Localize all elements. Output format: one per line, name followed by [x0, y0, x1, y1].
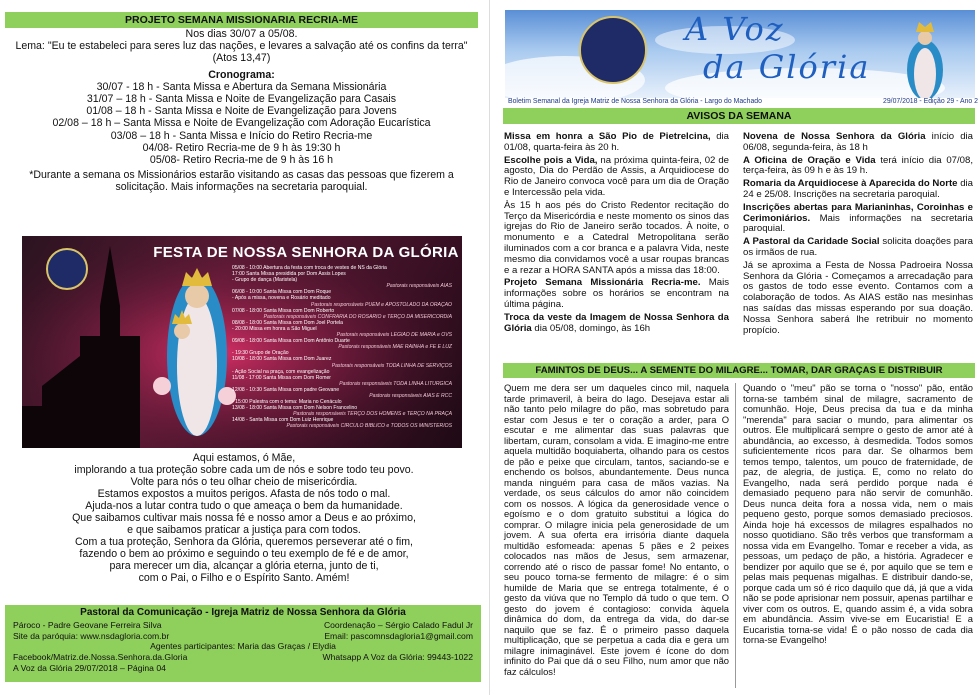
pastoral-row-1	[13, 620, 473, 631]
schedule-item: 02/08 – 18 h – Santa Missa e Noite de Evangelização com Adoração Eucarística	[52, 117, 431, 130]
program-item: 11/08 - 17:00 Santa Missa com Dom Romer	[232, 374, 331, 381]
prayer-line: fazendo o bem ao próximo e seguindo o teu exemplo de fé e de amor,	[79, 548, 409, 560]
aviso-title: Inscrições abertas para Marianinhas, Coroinhas e Cerimoniários.	[743, 201, 973, 224]
program-item: 08/08 - 18:00 Santa Missa com Dom Joel Portela	[232, 319, 343, 326]
pastoral-agents: Agentes participantes: Maria das Graças / Elydia	[150, 641, 336, 652]
famintos-left-column: Quem me dera ser um daqueles cinco mil, naquela tarde primaveril, à beira do lago. Desejava estar ali não tanto pelo milagre do pão, mas sobretudo para estar com Jesus e ter o coração a arder, para O escutar e me alimentar das suas palavras que libertam, curam, consolam a vida. E imagino-me entre aquela multidão boquiaberta, olhando para os cestos de pão e peixe que circulam, tantos, saciando-se e enchendo os bolsos, abundantemente. Deus nunca manda ninguém para casa de mãos vazias. Na verdade, os seus cálculos do amor não coincidem com os nossos. A lógica da generosidade vence o egoísmo e o dom gratuito substitui a lógica do comprar. O milagre inicia pela generosidade de um jovem. A sua oferta era irrisória diante daquela multidão esfomeada: apenas 5 pães e 2 peixes colocados nas mãos de Jesus, sem armazenar, correndo até o risco de passar fome! No entanto, o seu pouco torna-se fermento de milagre: é o sim humilde de Maria que se entrega totalmente, é o gesto da viúva que no Templo dá tudo o que tem. O gesto do jovem é contagioso: convida àquela dinâmica do dom, da entrega da vida, do dar-se naquilo que se faz. É o primeiro passo daquela multiplicação, que se perpetua a cada dia e gera um milagre inimaginável. Este jovem é ícone do dom infinito do Pai que dá o seu Filho, num amor que não faz cálculos!	[504, 382, 729, 677]
prayer-line: Estamos expostos a muitos perigos. Afasta de nós todo o mal.	[97, 488, 391, 500]
prayer-line: e que saibamos praticar a justiça para com todos.	[127, 524, 361, 536]
aviso-item	[743, 156, 973, 178]
pastoral-box	[5, 605, 481, 682]
avisos-left-column	[504, 132, 729, 336]
cronograma-title: Cronograma:	[208, 68, 275, 81]
aviso-item	[743, 132, 973, 154]
projeto-dates: Nos dias 30/07 a 05/08.	[185, 28, 298, 40]
program-responsible: Pastorais responsáveis CÍRCULO BÍBLICO e TODOS OS MINISTÉRIOS	[286, 423, 452, 430]
statue-icon	[907, 22, 943, 98]
aviso-title: Missa em honra a São Pio de Pietrelcina,	[504, 131, 711, 142]
column-divider	[735, 383, 736, 688]
page-footer: A Voz da Glória 29/07/2018 – Página 04	[13, 662, 166, 673]
schedule-item: 03/08 – 18 h - Santa Missa e Início do Retiro Recria-me	[110, 129, 373, 142]
prayer-line: Volte para nós o teu olhar cheio de misericórdia.	[130, 476, 358, 488]
aviso-text: Mais informações sobre os horários se encontram na última página.	[504, 277, 730, 310]
avisos-right-column	[743, 132, 973, 338]
program-item: - Após a missa, novena e Rosário meditado	[232, 295, 331, 302]
aviso-text: dia 24 e 25/08. Inscrições na secretaria paroquial.	[743, 178, 974, 200]
email-link[interactable]: Email: pascomnsdagloria1@gmail.com	[324, 630, 473, 641]
program-item: - 19:30 Grupo de Oração	[232, 350, 289, 357]
prayer-line: implorando a tua proteção sobre cada um de nós e sobre todo teu povo.	[74, 464, 414, 476]
aviso-item	[743, 237, 973, 259]
famintos-right-column: Quando o "meu" pão se torna o "nosso" pão, então torna-se também sinal de milagre, sacramento de comunhão. Hoje, Deus precisa da tua e da minha "merenda" para saciar o mundo, para alimentar os outros. Ele multiplicará sempre o gesto de amor até à abundância, ao excesso, à desmedida. Todos somos suficientemente ricos para dar. Se olharmos bem temos tempo, talentos, um pouco de fraternidade, de paz, de alegria, de justiça. E, como no relato do Evangelho, nada será perdido porque nada é demasiado pequeno para não servir de comunhão. Deus nunca deita fora a nossa vida, nem o mais pequeno gesto, porque somos demasiado preciosos. Ainda hoje há excessos de milagres espalhados no nosso quotidiano. São três verbos que transformam a nossa vida em Evangelho. Tomar e receber a vida, as pessoas, um pedaço de pão, a história. Agradecer e bendizer por aquilo que se é, por aquilo que se tem e pelas mais pequenas migalhas. E distribuir dando-se, porque cada um só é rico daquilo que dá, já que a vida não se pode aprisionar nem possuir, apenas partilhar e viver com os outros. E, quando assim é, a vida sobra em abundância. Assim vive-se em Eucaristia! E a Eucaristia torna-se vida! É o pão nosso de cada dia torna-se Evangelho!	[743, 382, 973, 645]
prayer-line: para merecer um dia, alcançar a glória eterna, junto de ti,	[109, 560, 379, 572]
aviso-title: A Oficina de Oração e Vida	[743, 154, 876, 166]
program-item: 07/08 - 18:00 Santa Missa com Dom Roberto	[232, 307, 335, 314]
festa-poster	[22, 236, 462, 448]
schedule-item: 30/07 - 18 h - Santa Missa e Abertura da Semana Missionária	[96, 80, 387, 93]
program-responsible: Pastorais responsáveis CONFRARIA DO ROSÁRIO e TERÇO DA MISERICÓRDIA	[263, 313, 452, 320]
parish-seal-icon	[579, 16, 647, 84]
program-item: 13/08 - 18:00 Santa Missa com Dom Nelson Francelino	[232, 405, 358, 412]
aviso-title: A Pastoral da Caridade Social	[743, 236, 880, 248]
boletim-text: Boletim Semanal da Igreja Matriz de Nossa Senhora da Glória - Largo do Machado	[508, 98, 762, 105]
edition-text: 29/07/2018 - Edição 29 - Ano 2	[882, 98, 978, 105]
program-responsible: Pastorais responsáveis LEGIÃO DE MARIA e OVS	[336, 332, 452, 339]
masthead	[505, 10, 975, 98]
aviso-item	[743, 179, 973, 201]
schedule-item: 04/08- Retiro Recria-me de 9 h às 19:30 h	[142, 141, 341, 154]
aviso-text: solicita doações para os irmãos de rua.	[743, 236, 974, 258]
facebook-link[interactable]: Facebook/Matriz.de.Nossa.Senhora.da.Gloria	[13, 652, 188, 663]
aviso-text: terá início dia 07/08, terça-feira, às 09 h e às 19 h.	[743, 154, 973, 177]
prayer-text	[5, 452, 483, 584]
program-item: 05/08 - 10:00 Abertura da festa com troca de vestes de NS da Glória	[232, 265, 387, 271]
site-link[interactable]: Site da paróquia: www.nsdagloria.com.br	[13, 630, 170, 641]
masthead-title-line2: da Glória	[703, 48, 871, 86]
projeto-note: *Durante a semana os Missionários estarão visitando as casas das pessoas que fizerem a solicitação. Mais informações na secretaria paroquial.	[29, 169, 454, 194]
pastoral-row-2	[13, 631, 473, 642]
right-page	[490, 0, 980, 695]
program-item: 12/08 - 10:30 Santa Missa com padre Geovane	[232, 386, 340, 393]
program-responsible: Pastorais responsáveis TODA LINHA DE SERVIÇOS	[331, 362, 452, 369]
program-item: 14/08 - Santa Missa com Dom Luiz Henrique	[232, 417, 334, 424]
program-responsible: Pastorais responsáveis TERÇO DOS HOMENS e TERÇO NA PRAÇA	[293, 411, 452, 418]
prayer-line: Aqui estamos, ó Mãe,	[192, 452, 296, 464]
aviso-text: Mais informações na secretaria paroquial.	[743, 212, 973, 235]
projeto-lema: Lema: "Eu te estabeleci para seres luz das nações, e levares a salvação até os confins da terra" (Atos 13,47)	[15, 40, 468, 65]
aviso-text: início dia 06/08, segunda-feira, às 18 h	[743, 131, 974, 153]
program-item: 06/08 - 10:00 Santa Missa com Dom Roque	[232, 289, 332, 296]
aviso-title: Troca da veste da Imagem de Nossa Senhora da Glória	[504, 311, 729, 334]
poster-title: FESTA DE NOSSA SENHORA DA GLÓRIA	[153, 244, 459, 261]
parish-logo	[46, 248, 88, 290]
aviso-text: dia 05/08, domingo, às 16h	[531, 322, 651, 334]
program-item: - 15:00 Palestra com o tema: Maria no Cenáculo	[232, 399, 342, 406]
aviso-text: dia 01/08, quarta-feira às 20 h.	[504, 131, 729, 153]
aviso-item	[504, 201, 729, 277]
aviso-title: Projeto Semana Missionária Recria-me.	[504, 277, 701, 289]
program-item: 09/08 - 18:00 Santa Missa com Dom Antônio Duarte	[232, 338, 350, 345]
famintos-header: FAMINTOS DE DEUS... A SEMENTE DO MILAGRE... TOMAR, DAR GRAÇAS E DISTRIBUIR	[503, 363, 975, 378]
projeto-header: PROJETO SEMANA MISSIONARIA RECRIA-ME	[5, 12, 478, 28]
aviso-item	[504, 278, 729, 310]
schedule-list	[5, 81, 478, 166]
boletim-line	[508, 98, 978, 105]
pastoral-title: Pastoral da Comunicação - Igreja Matriz de Nossa Senhora da Glória	[80, 607, 406, 618]
aviso-text: Já se aproxima a Festa de Nossa Padroeira Nossa Senhora da Glória - Começamos a arrecadação para os gastos de todo esse evento. Contamos com a colaboração de todos. As AIAS estão nas mesinhas nas saídas das missas esperando por sua doação. Nossa Senhora saberá lhe retribuir no momento propício.	[743, 259, 973, 336]
program-item: - Grupo de dança (Maristela)	[232, 277, 298, 284]
program-responsible: Pastorais responsáveis AIAS	[386, 283, 452, 290]
aviso-item	[504, 313, 729, 335]
aviso-item	[743, 261, 973, 337]
pastoral-row-3	[13, 652, 473, 663]
pastoral-paroco: Pároco - Padre Geovane Ferreira Silva	[13, 619, 162, 630]
prayer-line: Que saibamos cultivar mais nossa fé e nosso amor a Deus e ao próximo,	[72, 512, 416, 524]
program-item: - 20:00 Missa em honra a São Miguel	[232, 325, 317, 332]
aviso-text: Às 15 h aos pés do Cristo Redentor recitação do Terço da Misericórdia e neste momento os sinos das igrejas do Rio de Janeiro serão tocados. À noite, o monumento e a Catedral Metropolitana serão iluminados com a cor branca e a palavra Vida, neste mesmo dia convidamos você a usar roupas brancas e a rezar a HORA SANTA após a missa das 18:00.	[504, 199, 729, 276]
program-item: - Ação Social na praça, com evangelização	[232, 368, 330, 375]
schedule-item: 05/08- Retiro Recria-me de 9 h às 16 h	[149, 154, 334, 167]
program-responsible: Pastorais responsáveis PUEM e APOSTOLADO DA ORAÇÃO	[310, 301, 452, 308]
aviso-item	[504, 156, 729, 199]
masthead-title-line1: A Voz	[685, 10, 785, 48]
aviso-title: Romaria da Arquidiocese à Aparecida do Norte	[743, 178, 958, 190]
projeto-block	[5, 28, 478, 194]
aviso-item	[743, 203, 973, 235]
program-item: 10/08 - 18:00 Santa Missa com Dom Juarez	[232, 356, 332, 363]
program-responsible: Pastorais responsáveis MÃE RAINHA e FÉ E LUZ	[338, 344, 452, 351]
program-item: 17:00 Santa Missa presidida por Dom Assis Lopes	[232, 271, 346, 278]
program-responsible: Pastorais responsáveis AIAS E RCC	[369, 392, 452, 399]
aviso-title: Escolhe pois a Vida,	[504, 154, 598, 166]
prayer-line: Com a tua proteção, Senhora da Glória, queremos perseverar até o fim,	[75, 536, 413, 548]
whatsapp-link[interactable]: Whatsapp A Voz da Glória: 99443-1022	[322, 652, 473, 663]
aviso-title: Novena de Nossa Senhora da Glória	[743, 131, 926, 142]
avisos-header: AVISOS DA SEMANA	[503, 108, 975, 124]
aviso-text: na próxima quinta-feira, 02 de agosto, Dia do Perdão de Assis, a Arquidiocese do Rio de Janeiro convoca você para um dia de Oração e Intercessão pela vida.	[504, 154, 729, 198]
prayer-line: Ajuda-nos a lutar contra tudo o que ameaça o bem da humanidade.	[85, 500, 403, 512]
schedule-item: 31/07 – 18 h - Santa Missa e Noite de Evangelização para Casais	[86, 93, 397, 106]
poster-program	[232, 265, 458, 430]
pastoral-coord: Coordenação – Sérgio Calado Fadul Jr	[323, 619, 473, 630]
program-responsible: Pastorais responsáveis TODA LINHA LITÚRGICA	[339, 380, 452, 387]
schedule-item: 01/08 – 18 h - Santa Missa e Noite de Evangelização para Jovens	[86, 105, 397, 118]
aviso-item	[504, 132, 729, 154]
prayer-line: com o Pai, o Filho e o Espírito Santo. Amém!	[138, 572, 350, 584]
